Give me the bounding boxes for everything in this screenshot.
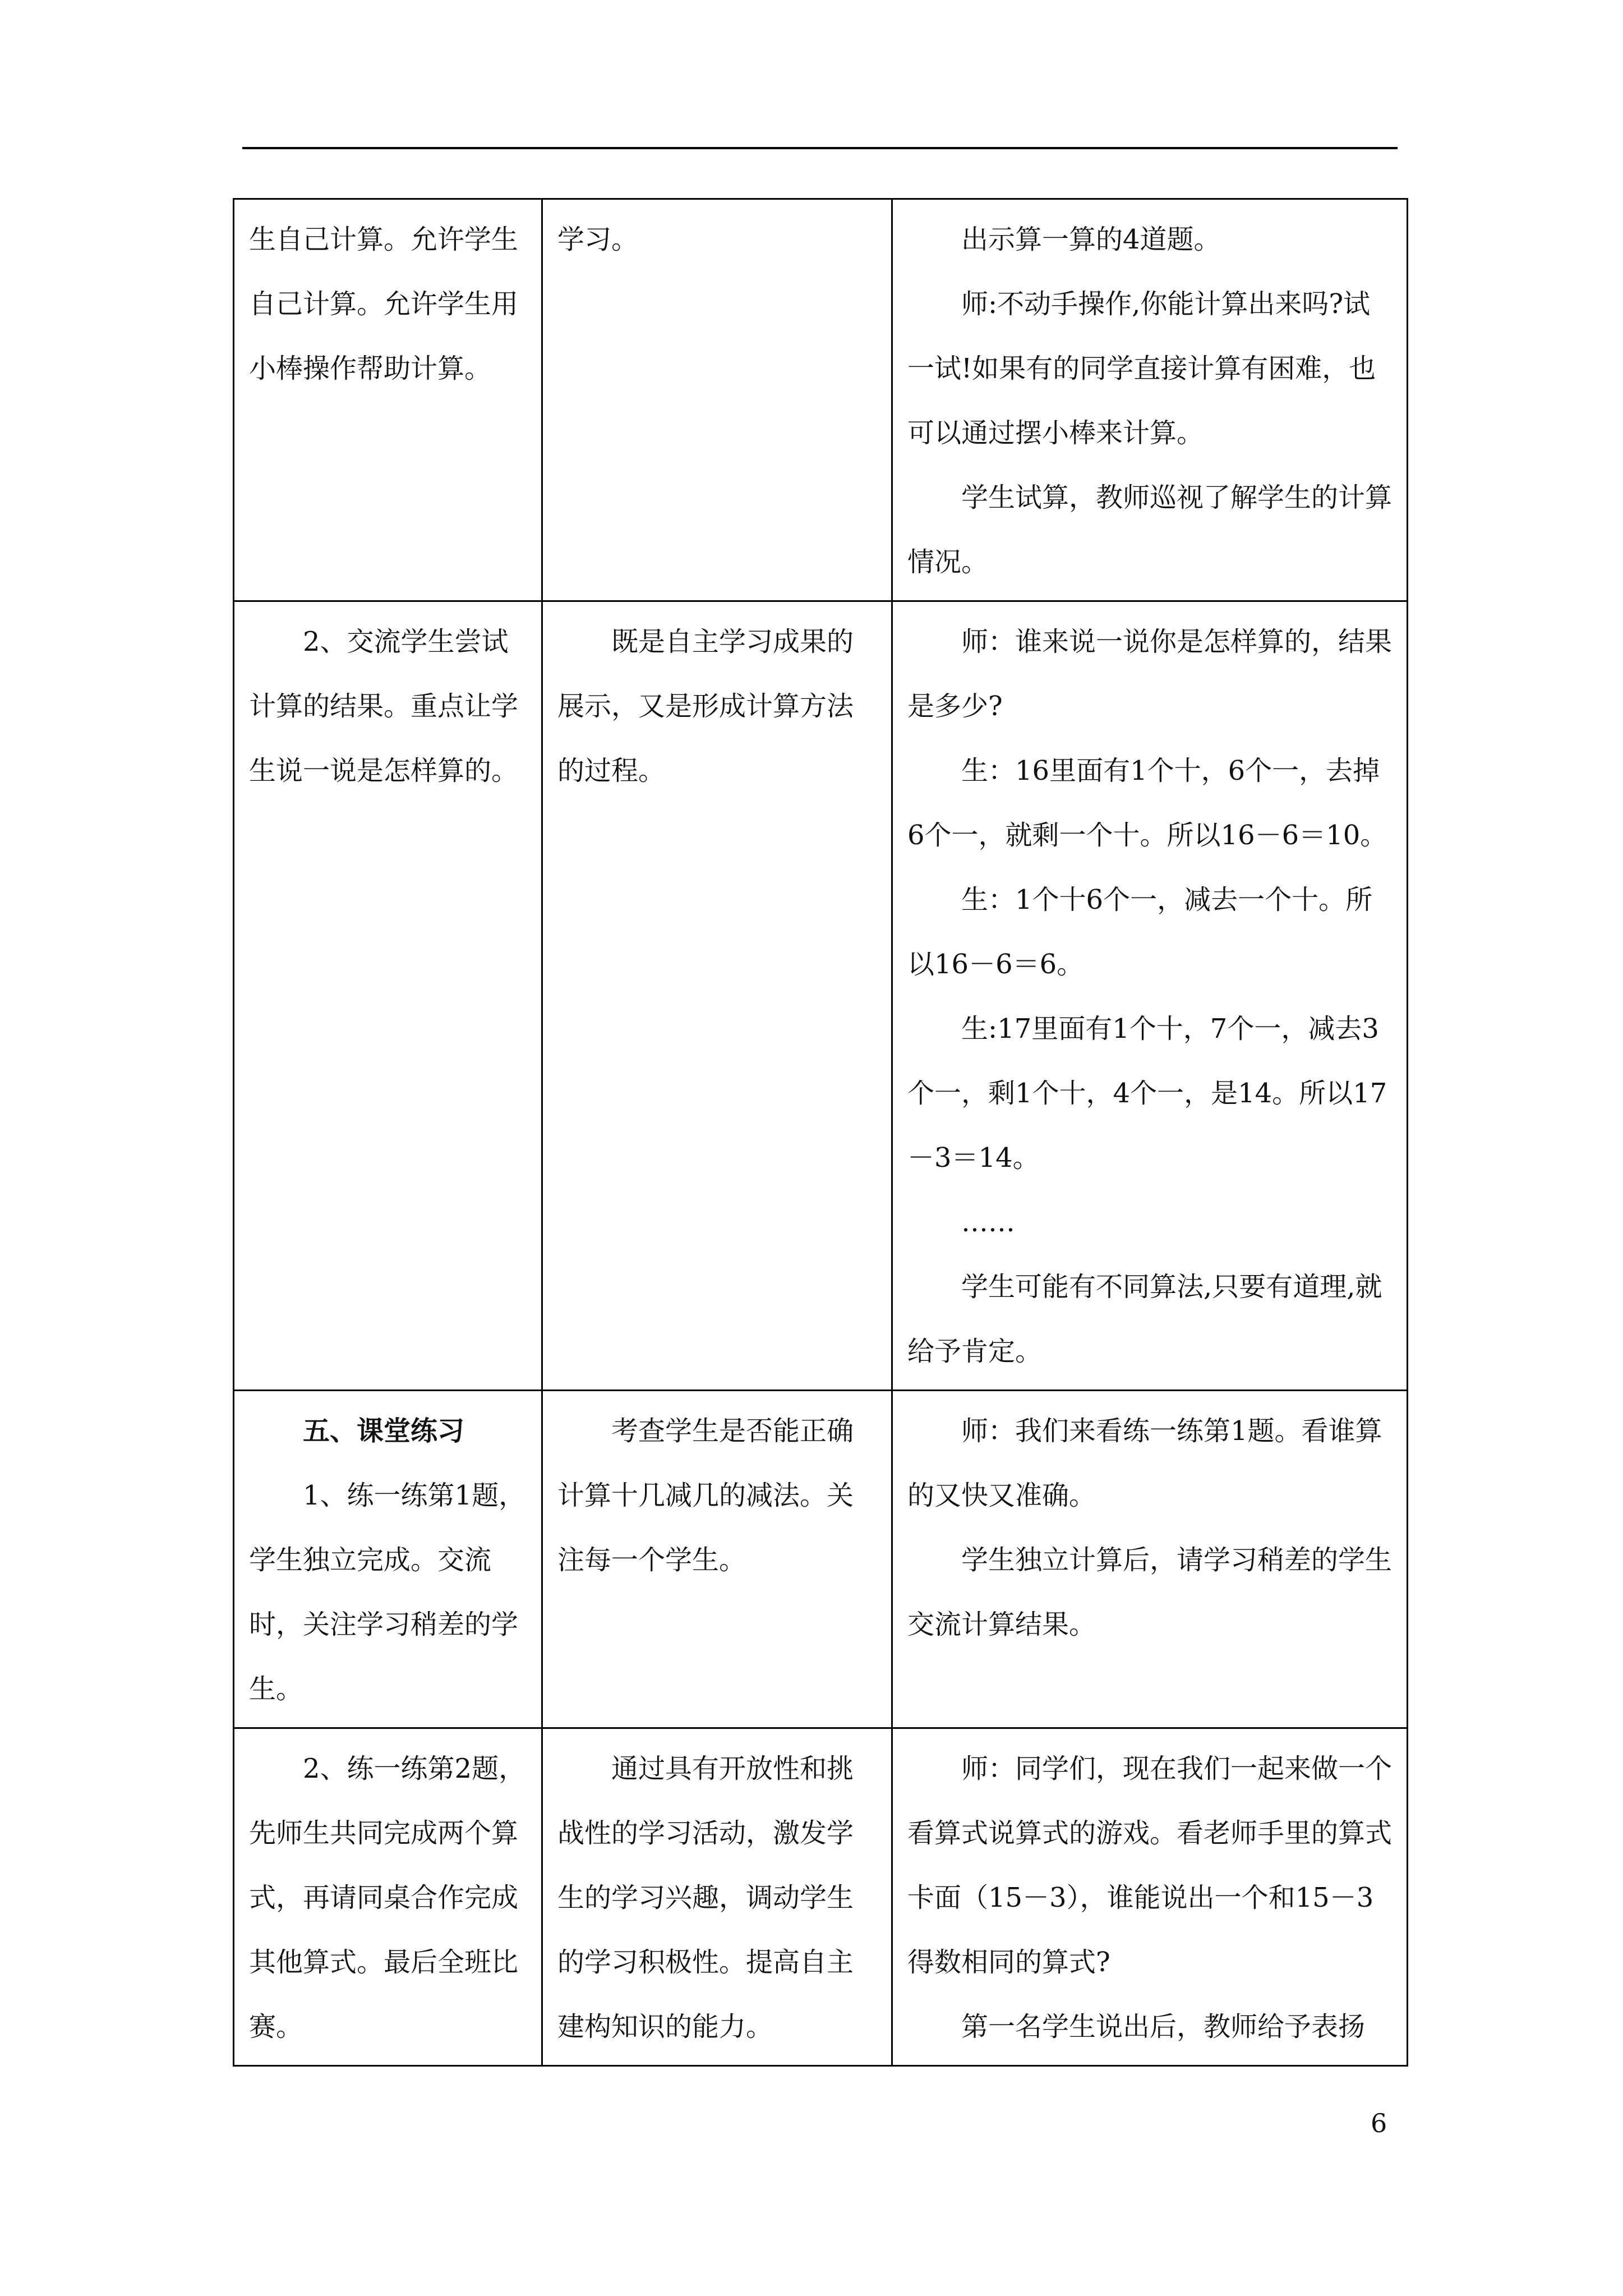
paragraph: 生：1个十6个一，减去一个十。所以16－6＝6。: [907, 884, 1373, 980]
table-body: [234, 199, 1408, 2066]
intent-cell: [542, 199, 892, 601]
paragraph: 2、交流学生尝试计算的结果。重点让学生说一说是怎样算的。: [249, 626, 519, 786]
table-row: [234, 199, 1408, 601]
table-row: [234, 601, 1408, 1391]
paragraph: 学生可能有不同算法,只要有道理,就给予肯定。: [907, 1271, 1382, 1367]
paragraph: 五、课堂练习: [303, 1415, 465, 1447]
activity-cell: [234, 199, 542, 601]
paragraph: 2、练一练第2题，先师生共同完成两个算式，再请同桌合作完成其他算式。最后全班比赛。: [249, 1753, 526, 2042]
paragraph: 生:17里面有1个十，7个一，减去3个一，剩1个十，4个一，是14。所以17－3＝14。: [907, 1013, 1387, 1174]
paragraph: ……: [961, 1207, 1015, 1238]
paragraph: 师：同学们，现在我们一起来做一个看算式说算式的游戏。看老师手里的算式卡面（15－3），谁能说出一个和15－3得数相同的算式?: [907, 1753, 1393, 1978]
activity-cell: [234, 1728, 542, 2066]
paragraph: 既是自主学习成果的展示，又是形成计算方法的过程。: [557, 626, 854, 786]
paragraph: 学生独立计算后，请学习稍差的学生交流计算结果。: [907, 1544, 1393, 1640]
activity-cell: [234, 601, 542, 1391]
paragraph: 师：我们来看练一练第1题。看谁算的又快又准确。: [907, 1415, 1382, 1511]
process-cell: [892, 1728, 1408, 2066]
lesson-plan-table: [233, 198, 1408, 2067]
table-row: [234, 1728, 1408, 2066]
header-rule: [242, 147, 1398, 149]
paragraph: 通过具有开放性和挑战性的学习活动，激发学生的学习兴趣，调动学生的学习积极性。提高自主建构知识的能力。: [557, 1753, 854, 2042]
paragraph: 1、练一练第1题，学生独立完成。交流时，关注学习稍差的学生。: [249, 1480, 526, 1705]
table-row: [234, 1391, 1408, 1728]
intent-cell: [542, 1391, 892, 1728]
intent-cell: [542, 1728, 892, 2066]
process-cell: [892, 1391, 1408, 1728]
paragraph: 学习。: [557, 224, 639, 255]
paragraph: 生自己计算。允许学生自己计算。允许学生用小棒操作帮助计算。: [249, 224, 519, 384]
paragraph: 师:不动手操作,你能计算出来吗?试一试!如果有的同学直接计算有困难，也可以通过摆小棒来计算。: [907, 288, 1376, 449]
paragraph: 第一名学生说出后，教师给予表扬: [961, 2011, 1366, 2042]
paragraph: 师：谁来说一说你是怎样算的，结果是多少?: [907, 626, 1393, 722]
process-cell: [892, 199, 1408, 601]
process-cell: [892, 601, 1408, 1391]
paragraph: 生：16里面有1个十，6个一，去掉6个一，就剩一个十。所以16－6＝10。: [907, 755, 1387, 851]
activity-cell: [234, 1391, 542, 1728]
paragraph: 出示算一算的4道题。: [961, 224, 1221, 255]
paragraph: 考查学生是否能正确计算十几减几的减法。关注每一个学生。: [557, 1415, 854, 1576]
paragraph: 学生试算，教师巡视了解学生的计算情况。: [907, 482, 1393, 578]
intent-cell: [542, 601, 892, 1391]
page-number: 6: [1371, 2108, 1387, 2138]
